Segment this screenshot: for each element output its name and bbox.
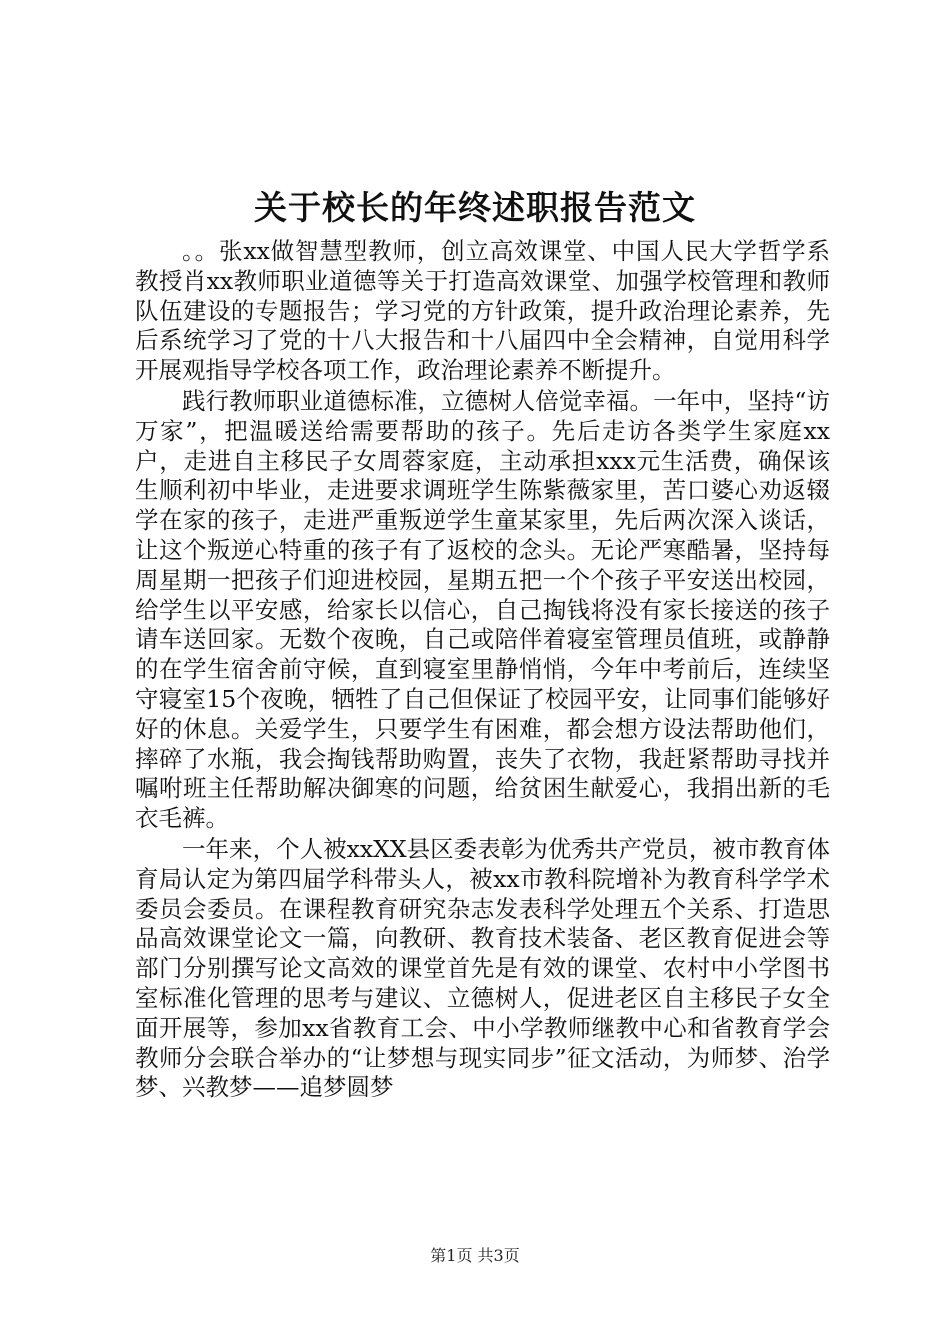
- paragraph-3: 一年来，个人被xxXX县区委表彰为优秀共产党员，被市教育体育局认定为第四届学科带头人，被xx市教科院增补为教育科学学术委员会委员。在课程教育研究杂志发表科学处理五个关系、打造思品高效课堂论文一篇，向教研、教育技术装备、老区教育促进会等部门分别撰写论文高效的课堂首先是有效的课堂、农村中小学图书室标准化管理的思考与建议、立德树人，促进老区自主移民子女全面开展等，参加xx省教育工会、中小学教师继教中心和省教育学会教师分会联合举办的“让梦想与现实同步”征文活动，为师梦、治学梦、兴教梦——追梦圆梦: [135, 834, 830, 1102]
- paragraph-1: 。。张xx做智慧型教师，创立高效课堂、中国人民大学哲学系教授肖xx教师职业道德等关于打造高效课堂、加强学校管理和教师队伍建设的专题报告；学习党的方针政策，提升政治理论素养，先后系统学习了党的十八大报告和十八届四中全会精神，自觉用科学开展观指导学校各项工作，政治理论素养不断提升。: [135, 237, 830, 385]
- paragraph-2: 践行教师职业道德标准，立德树人倍觉幸福。一年中，坚持“访万家”，把温暖送给需要帮助的孩子。先后走访各类学生家庭xx户，走进自主移民子女周蓉家庭，主动承担xxx元生活费，确保该生顺利初中毕业，走进要求调班学生陈紫薇家里，苦口婆心劝返辍学在家的孩子，走进严重叛逆学生童某家里，先后两次深入谈话，让这个叛逆心特重的孩子有了返校的念头。无论严寒酷暑，坚持每周星期一把孩子们迎进校园，星期五把一个个孩子平安送出校园，给学生以平安感，给家长以信心，自己掏钱将没有家长接送的孩子请车送回家。无数个夜晚，自己或陪伴着寝室管理员值班，或静静的在学生宿舍前守候，直到寝室里静悄悄，今年中考前后，连续坚守寝室15个夜晚，牺牲了自己但保证了校园平安，让同事们能够好好的休息。关爱学生，只要学生有困难，都会想方设法帮助他们，摔碎了水瓶，我会掏钱帮助购置，丧失了衣物，我赶紧帮助寻找并嘱咐班主任帮助解决御寒的问题，给贫困生献爱心，我捐出新的毛衣毛裤。: [135, 386, 830, 833]
- page-number-footer: 第1页 共3页: [430, 1246, 520, 1265]
- document-body: [135, 237, 830, 1104]
- document-title: 关于校长的年终述职报告范文: [254, 188, 696, 227]
